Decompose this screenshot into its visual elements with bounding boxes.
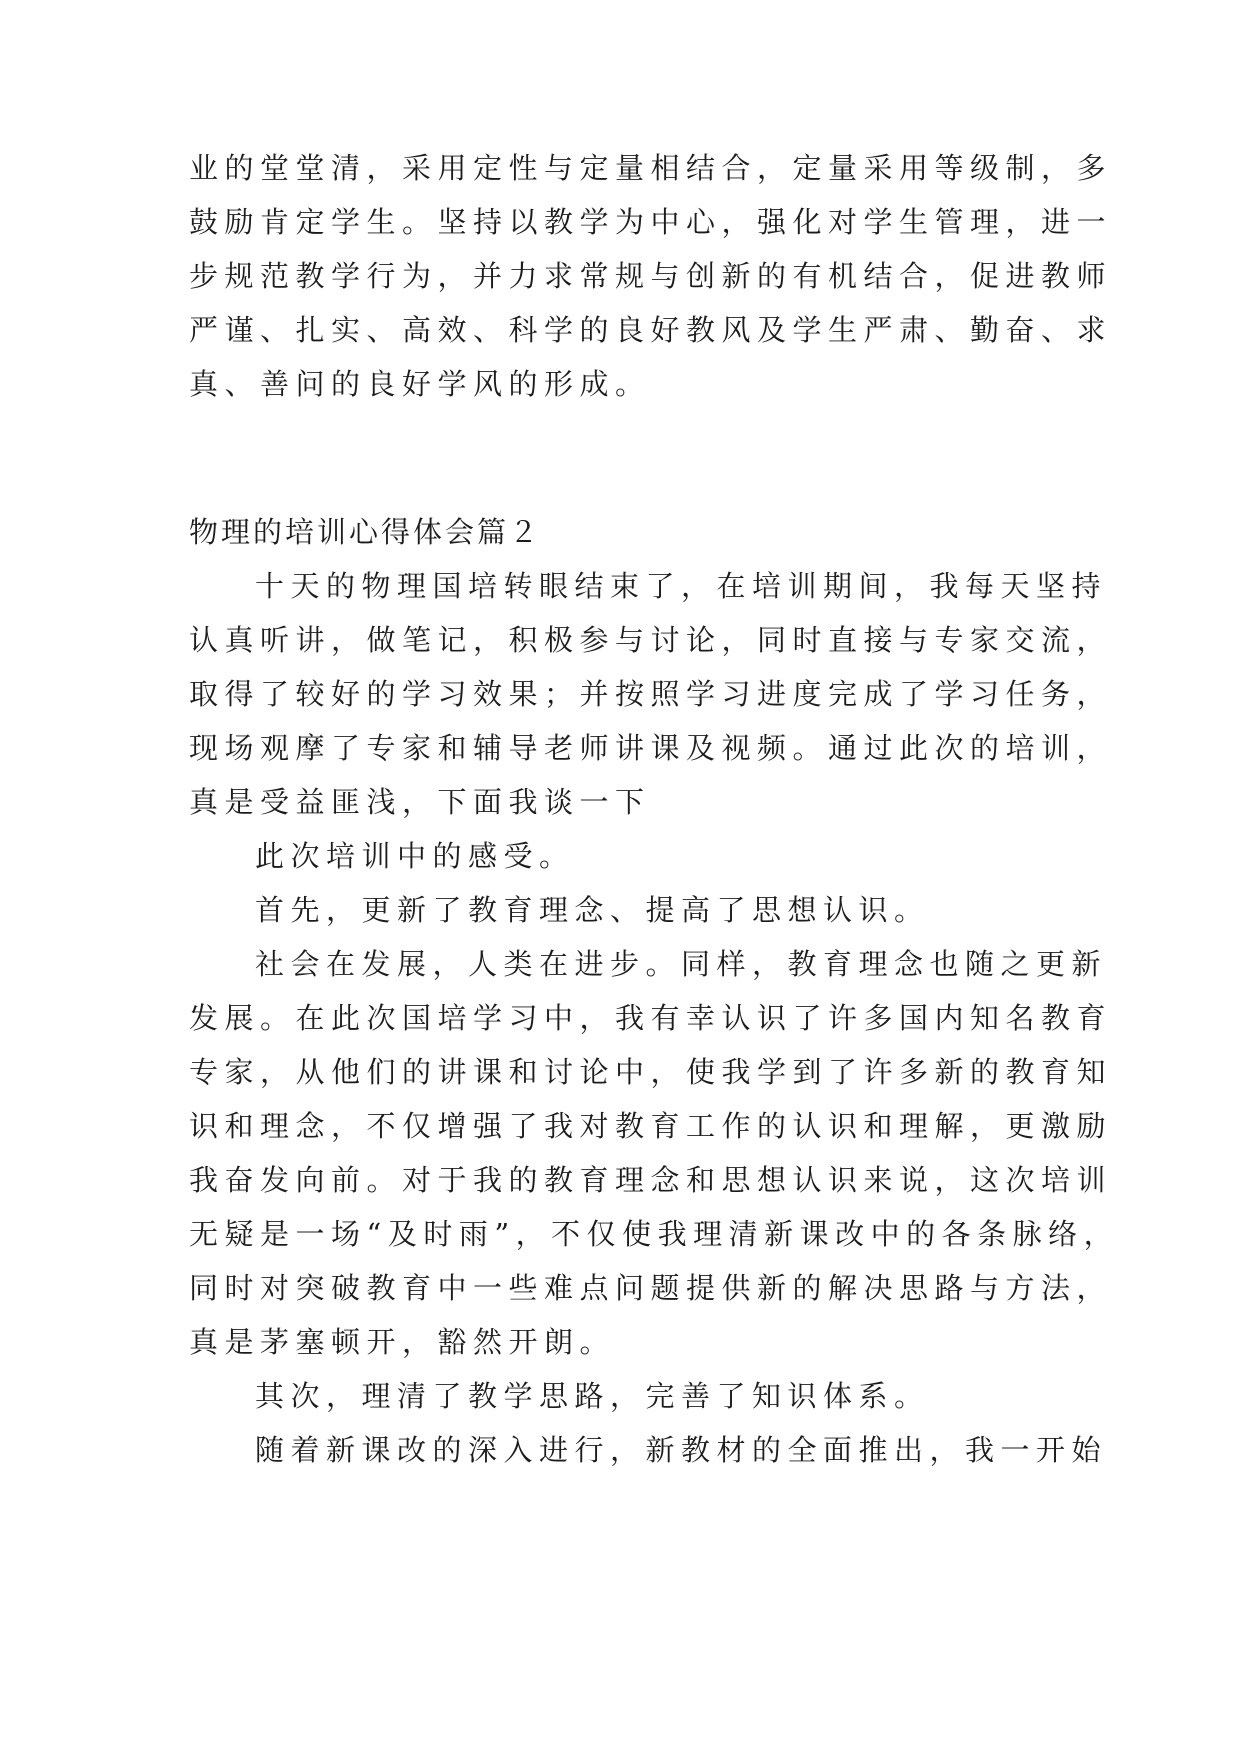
paragraph-first-line: 随着新课改的深入进行，新教材的全面推出，我一开始: [255, 1433, 1108, 1467]
body-text-line: 业的堂堂清，采用定性与定量相结合，定量采用等级制，多: [189, 151, 1113, 185]
body-text-line: 发展。在此次国培学习中，我有幸认识了许多国内知名教育: [189, 1001, 1113, 1035]
paragraph-first-line: 十天的物理国培转眼结束了，在培训期间，我每天坚持: [255, 569, 1108, 603]
body-text-line: 取得了较好的学习效果；并按照学习进度完成了学习任务，: [189, 677, 1113, 711]
body-text-line: 同时对突破教育中一些难点问题提供新的解决思路与方法，: [189, 1271, 1113, 1305]
body-text-line: 识和理念，不仅增强了我对教育工作的认识和理解，更激励: [189, 1109, 1113, 1143]
body-text-line: 我奋发向前。对于我的教育理念和思想认识来说，这次培训: [189, 1163, 1113, 1197]
paragraph-first-line: 此次培训中的感受。: [255, 839, 575, 873]
body-text-line: 严谨、扎实、高效、科学的良好教风及学生严肃、勤奋、求: [189, 313, 1113, 347]
body-text-line: 真是受益匪浅，下面我谈一下: [189, 785, 651, 819]
section-heading: 物理的培训心得体会篇２: [189, 515, 542, 549]
body-text-line: 无疑是一场“及时雨”，不仅使我理清新课改中的各条脉络，: [189, 1217, 1120, 1251]
body-text-line: 鼓励肯定学生。坚持以教学为中心，强化对学生管理，进一: [189, 205, 1113, 239]
paragraph-first-line: 社会在发展，人类在进步。同样，教育理念也随之更新: [255, 947, 1108, 981]
body-text-line: 真、善问的良好学风的形成。: [189, 367, 651, 401]
body-text-line: 现场观摩了专家和辅导老师讲课及视频。通过此次的培训，: [189, 731, 1113, 765]
body-text-line: 真是茅塞顿开，豁然开朗。: [189, 1325, 616, 1359]
body-text-line: 步规范教学行为，并力求常规与创新的有机结合，促进教师: [189, 259, 1113, 293]
paragraph-first-line: 其次，理清了教学思路，完善了知识体系。: [255, 1379, 930, 1413]
paragraph-first-line: 首先，更新了教育理念、提高了思想认识。: [255, 893, 930, 927]
body-text-line: 认真听讲，做笔记，积极参与讨论，同时直接与专家交流，: [189, 623, 1113, 657]
body-text-line: 专家，从他们的讲课和讨论中，使我学到了许多新的教育知: [189, 1055, 1113, 1089]
